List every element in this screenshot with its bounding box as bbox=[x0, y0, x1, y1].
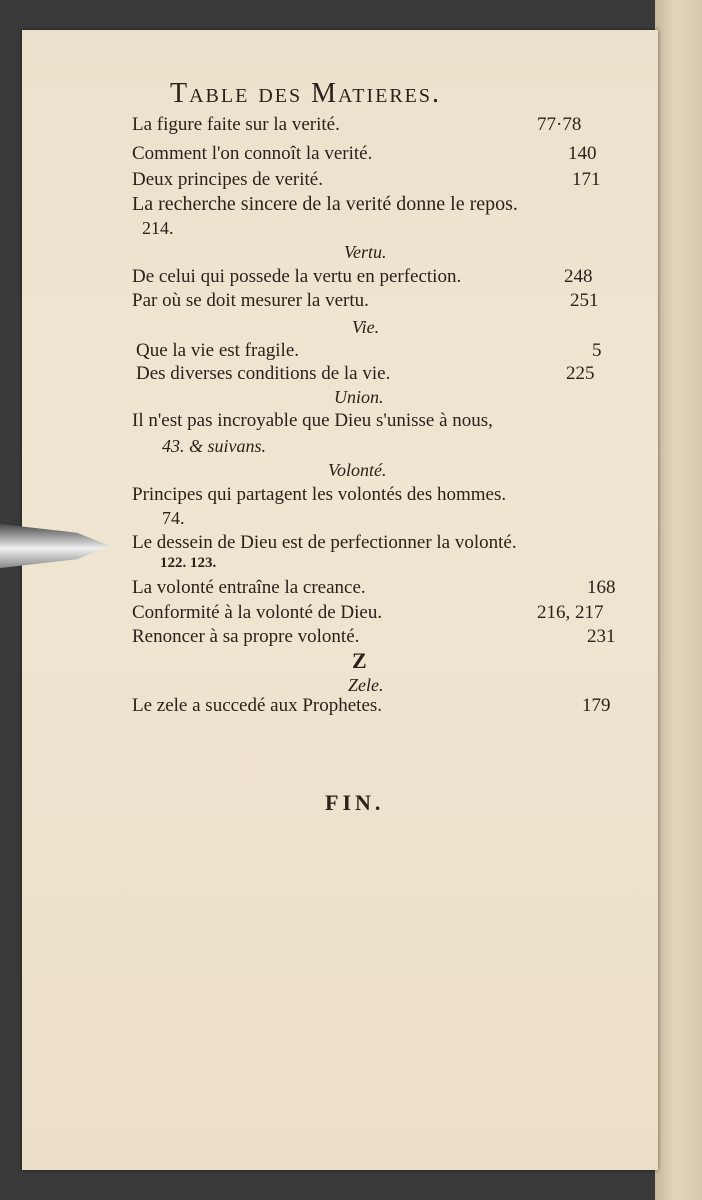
section-heading-vie: Vie. bbox=[352, 317, 380, 337]
section-heading-vertu: Vertu. bbox=[344, 242, 387, 262]
index-entry-continuation: 43. & suivans. bbox=[162, 436, 267, 456]
section-heading-volonte: Volonté. bbox=[328, 460, 387, 480]
index-entry-continuation: 74. bbox=[162, 508, 185, 528]
book-page: Table des Matieres. La figure faite sur la verité. 77·78 Comment l'on connoît la verité. 140 Deux principes de verité. 171 La recherche sincere de la verité donne le repos. 214. Vertu. De celui qui possede la vertu en perfection. 248 Par où se doit mesurer la vertu. 251 Vie. Que la vie est fragile. 5 Des diverses conditions de la vie. 225 Union. Il n'est pas incroyable que Dieu s'unisse à nous, 43. & suivans. Volonté. Principes qui partagent les volontés des hommes. 74. Le dessein de Dieu est de perfectionner la volonté. 122. 123. La volonté entraîne la creance. 168 Conformité à la volonté de Dieu. 216, 217 Renoncer à sa propre volonté. 231 Z Zele. Le zele a succedé aux Prophetes. 179 FIN. bbox=[22, 30, 658, 1170]
adjacent-page-edge bbox=[655, 0, 702, 1200]
fin-mark: FIN. bbox=[325, 790, 385, 815]
letter-heading-z: Z bbox=[352, 648, 367, 673]
section-heading-zele: Zele. bbox=[348, 675, 384, 695]
section-heading-union: Union. bbox=[334, 387, 384, 407]
running-head: Table des Matieres. bbox=[170, 78, 441, 109]
index-entry-continuation: 214. bbox=[142, 218, 174, 238]
index-entry-continuation: 122. 123. bbox=[160, 555, 217, 571]
